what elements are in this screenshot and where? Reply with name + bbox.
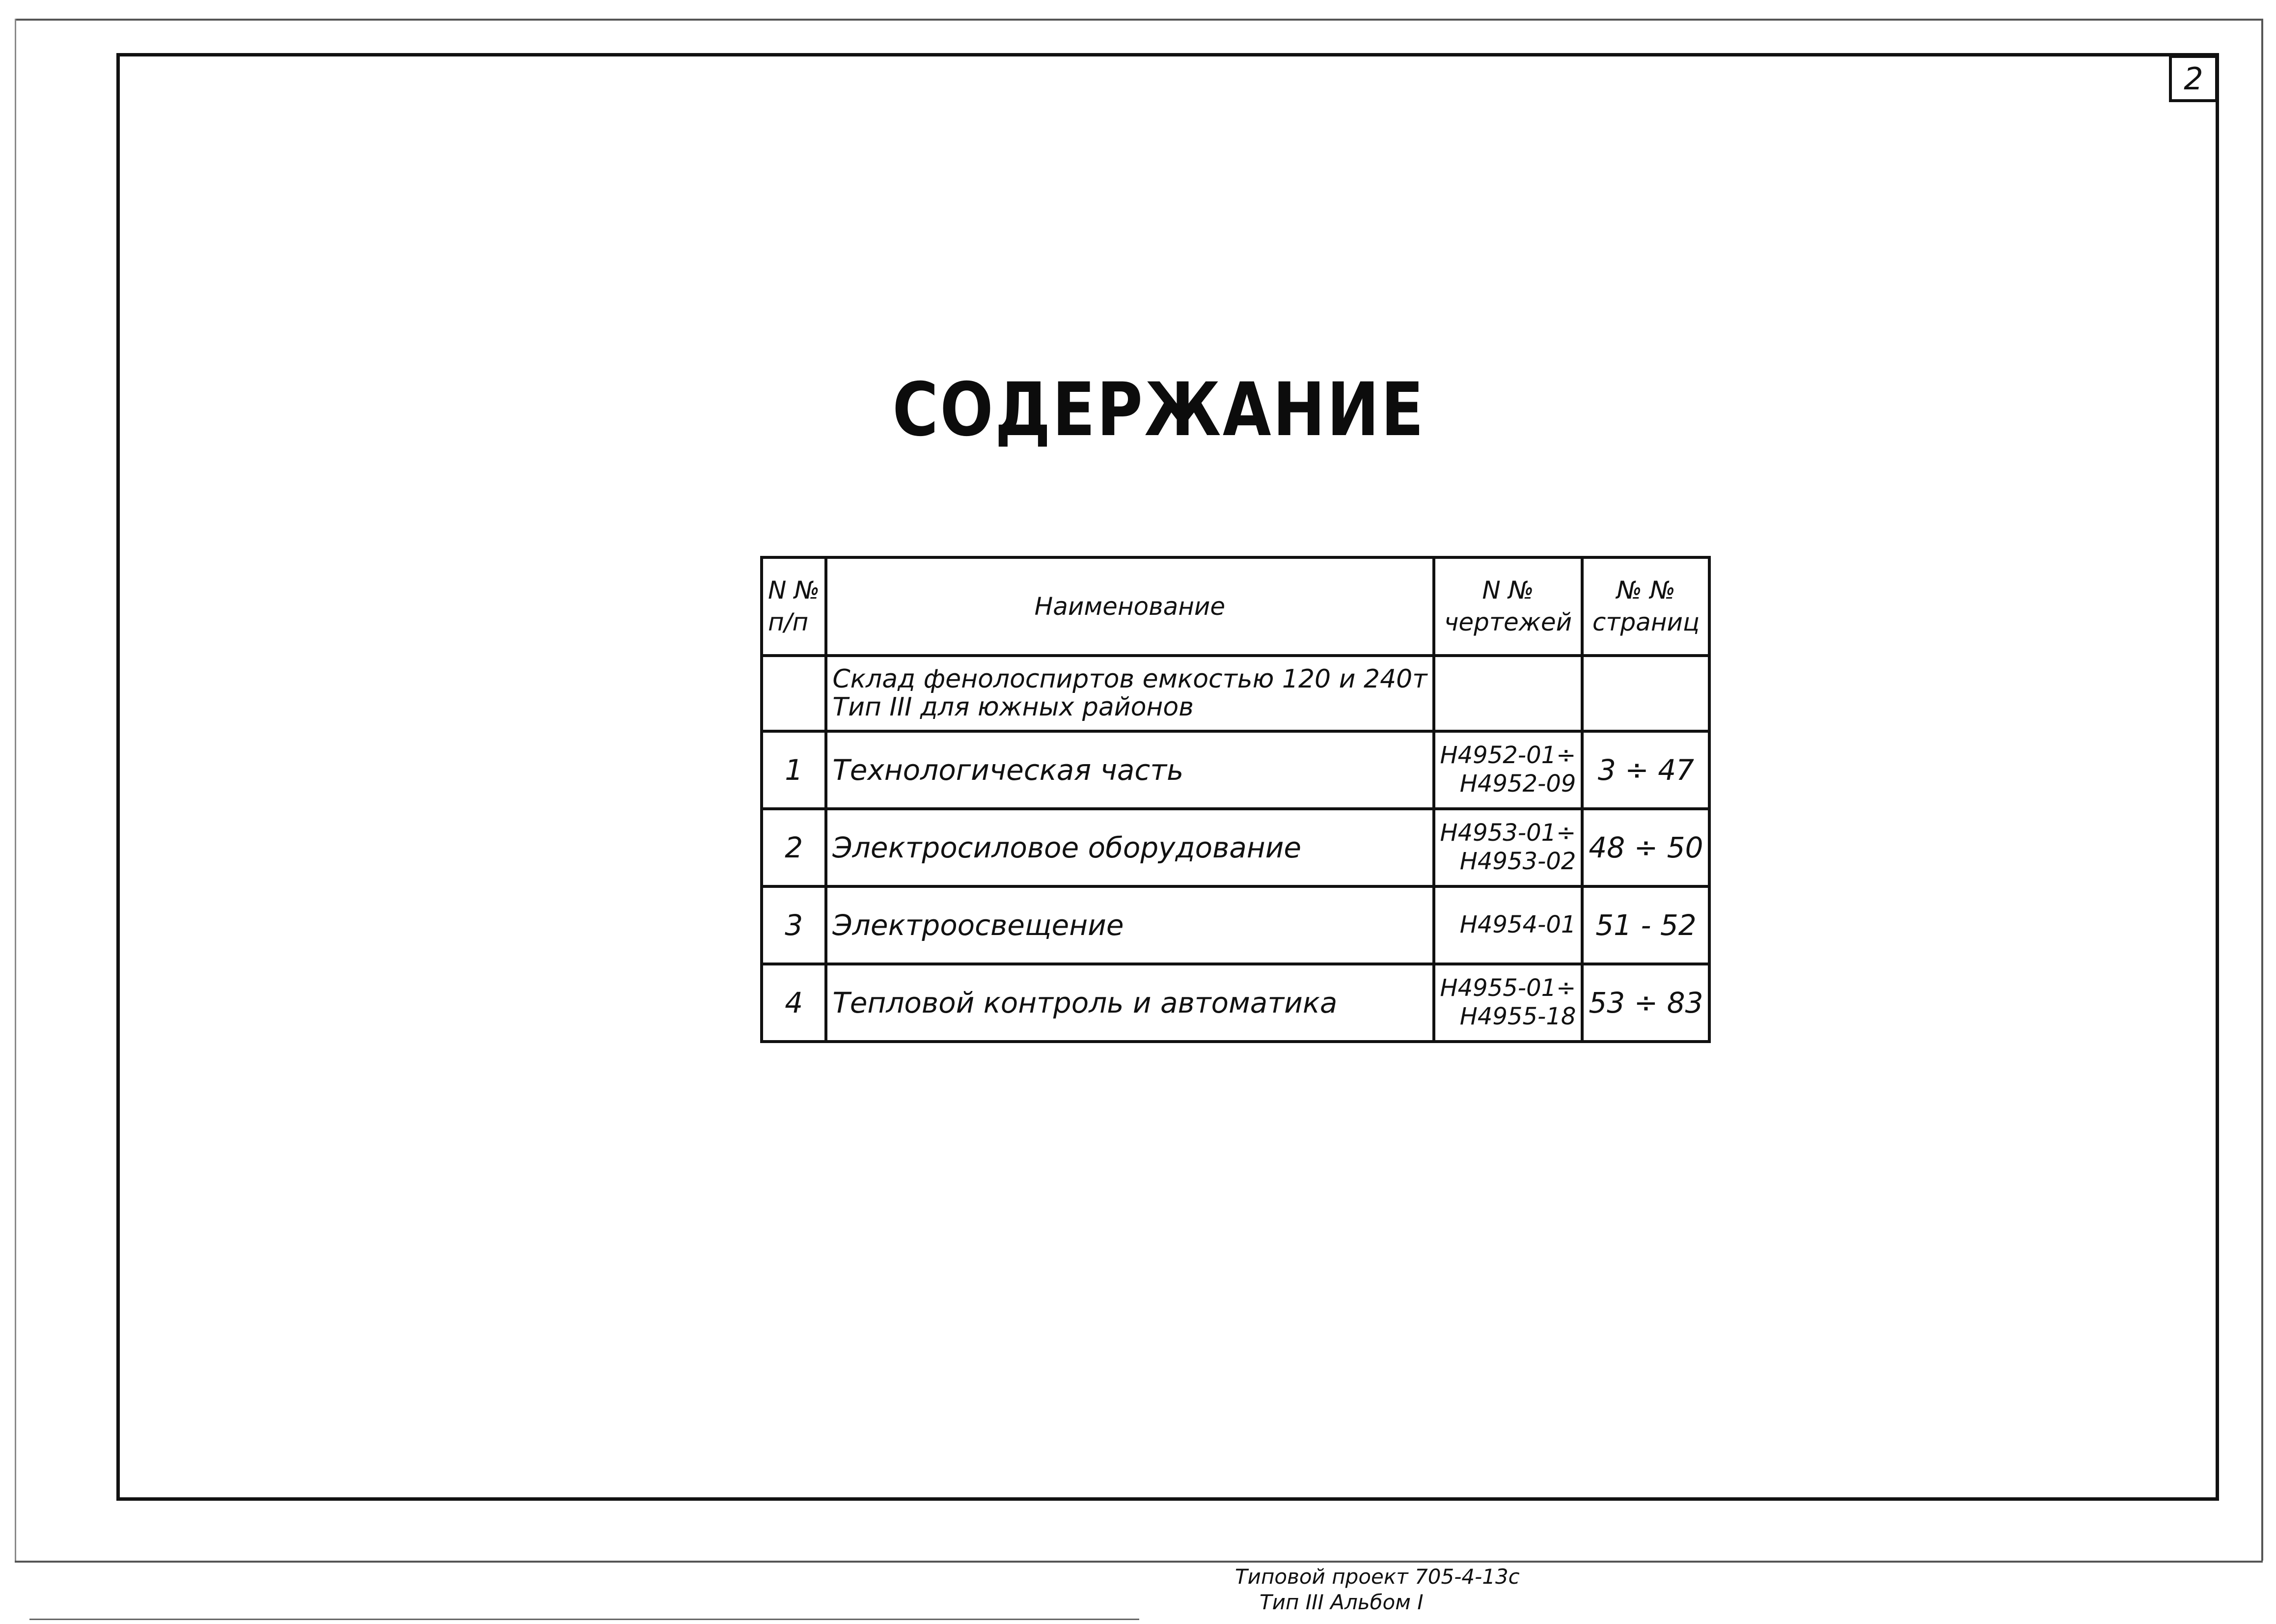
sheet-outer-border-left: [15, 19, 16, 1561]
row-drawings: [1434, 964, 1583, 1042]
table-row: [762, 964, 1709, 1042]
row-name: Тепловой контроль и автоматика: [826, 964, 1433, 1042]
row-drawing-to: Н4953-02: [1459, 848, 1576, 875]
bottom-rule: [29, 1619, 1139, 1620]
section-title-cell: [826, 656, 1433, 731]
stamp-album-line: Тип III Альбом I: [1260, 1590, 1424, 1614]
section-row: [762, 656, 1709, 731]
row-number: 1: [762, 731, 826, 809]
row-drawings: [1434, 886, 1583, 964]
row-drawing-from: Н4952-01÷: [1440, 742, 1576, 770]
row-drawing-from: Н4955-01÷: [1440, 974, 1576, 1002]
header-pages-line1: № №: [1616, 576, 1675, 605]
row-drawing-to: Н4954-01: [1459, 911, 1576, 939]
row-number: 3: [762, 886, 826, 964]
document-title: СОДЕРЖАНИЕ: [892, 367, 1426, 453]
row-name: Технологическая часть: [826, 731, 1433, 809]
sheet-outer-border-top: [15, 19, 2261, 21]
header-drawings-line2: чертежей: [1444, 608, 1572, 636]
header-pages: [1582, 557, 1709, 656]
row-drawings: [1434, 809, 1583, 886]
contents-table: [760, 556, 1711, 1043]
row-drawing-from: Н4953-01÷: [1440, 819, 1576, 847]
section-page-cell: [1582, 656, 1709, 731]
page-number: 2: [2169, 55, 2218, 102]
row-pages: 53 ÷ 83: [1582, 964, 1709, 1042]
title-block-stamp: [1235, 1564, 1579, 1618]
row-pages: 51 - 52: [1582, 886, 1709, 964]
row-drawing-to: Н4952-09: [1459, 770, 1576, 798]
header-num: [762, 557, 826, 656]
header-num-line2: п/п: [768, 608, 809, 636]
header-drawings: [1434, 557, 1583, 656]
section-num-cell: [762, 656, 826, 731]
sheet-outer-border-bottom: [15, 1561, 2263, 1563]
row-pages: 48 ÷ 50: [1582, 809, 1709, 886]
table-header-row: [762, 557, 1709, 656]
section-draw-cell: [1434, 656, 1583, 731]
row-number: 2: [762, 809, 826, 886]
row-pages: 3 ÷ 47: [1582, 731, 1709, 809]
table-row: [762, 886, 1709, 964]
row-name: Электросиловое оборудование: [826, 809, 1433, 886]
row-name: Электроосвещение: [826, 886, 1433, 964]
section-title-line1: Склад фенолоспиртов емкостью 120 и 240т: [832, 664, 1427, 694]
header-pages-line2: страниц: [1592, 608, 1700, 636]
section-title-line2: Тип III для южных районов: [832, 692, 1194, 722]
header-num-line1: N №: [768, 576, 820, 605]
stamp-project-line: Типовой проект 705-4-13с: [1235, 1565, 1520, 1589]
table-row: [762, 731, 1709, 809]
table-row: [762, 809, 1709, 886]
row-drawing-to: Н4955-18: [1459, 1003, 1576, 1030]
header-name: Наименование: [826, 557, 1433, 656]
header-drawings-line1: N №: [1482, 576, 1534, 605]
row-number: 4: [762, 964, 826, 1042]
row-drawings: [1434, 731, 1583, 809]
sheet-outer-border-right: [2261, 19, 2263, 1561]
